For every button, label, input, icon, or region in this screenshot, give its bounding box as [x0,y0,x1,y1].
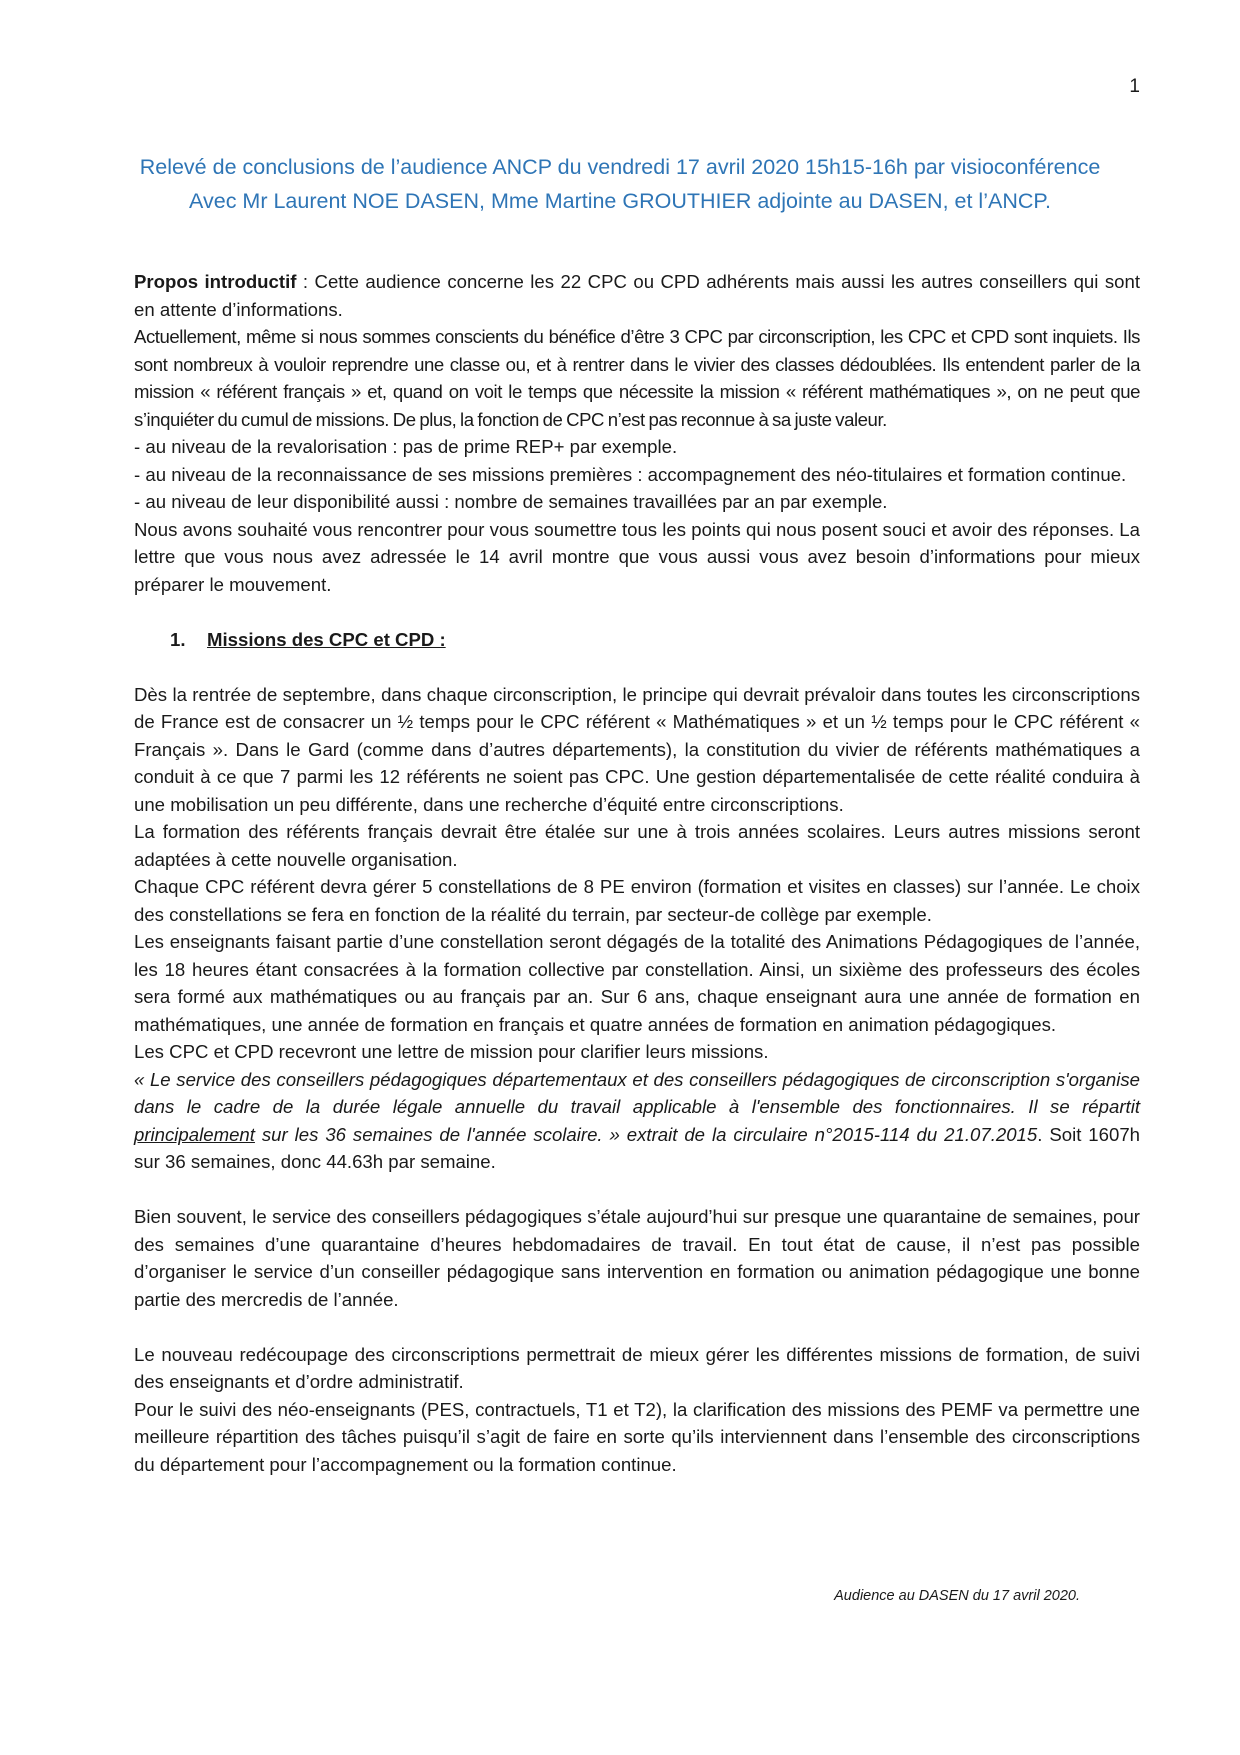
quote-tail: . Soit 1607h sur 36 semaines, donc 44.63h par semaine. [134,1123,1140,1172]
document-title [100,150,1140,218]
circulaire-quote [134,1066,1140,1176]
title-line-2: Avec Mr Laurent NOE DASEN, Mme Martine GROUTHIER adjointe au DASEN, et l’ANCP. [189,189,1051,213]
page-number: 1 [1129,76,1140,97]
intro-separator: : [296,271,315,292]
section-paragraph-service: Bien souvent, le service des conseillers pédagogiques s’étale aujourd’hui sur presque une quarantaine de semaines, pour des semaines d’une quarantaine d’heures hebdomadaires de travail. En tout état de cause, il n’est pas possible d’organiser le service d’un conseiller pédagogique sans intervention en formation ou animation pédagogique une bonne partie des mercredis de l’année. [134,1206,1140,1310]
section-paragraph-rentree: Dès la rentrée de septembre, dans chaque circonscription, le principe qui devrait prévaloir dans toutes les circonscriptions de France est de consacrer un ½ temps pour le CPC référent « Mathématiques » et un ½ temps pour le CPC référent « Français ». Dans le Gard (comme dans d’autres départements), la constitution du vivier de référents mathématiques a conduit à ce que 7 parmi les 12 référents ne soient pas CPC. Une gestion départementalisée de cette réalité conduira à une mobilisation un peu différente, dans une recherche d’équité entre circonscriptions. [134,683,1140,815]
intro-concerns-paragraph: Actuellement, même si nous sommes conscients du bénéfice d’être 3 CPC par circonscription, les CPC et CPD sont inquiets. Ils sont nombreux à vouloir reprendre une classe ou, et à rentrer dans le vivier des classes dédoublées. Ils entendent parler de la mission « référent français » et, quand on voit le temps que nécessite la mission « référent mathématiques », on ne peut que s’inquiéter du cumul de missions. De plus, la fonction de CPC n’est pas reconnue à sa juste valeur. [134,326,1140,430]
section-paragraph-enseignants: Les enseignants faisant partie d’une constellation seront dégagés de la totalité des Animations Pédagogiques de l’année, les 18 heures étant consacrées à la formation collective par constellation. Ainsi, un sixième des professeurs des écoles sera formé aux mathématiques ou au français par an. Sur 6 ans, chaque enseignant aura une année de formation en mathématiques, une année de formation en français et quatre années de formation en animation pédagogiques. [134,931,1140,1035]
title-line-1: Relevé de conclusions de l’audience ANCP du vendredi 17 avril 2020 15h15-16h par visioconférence [139,155,1101,179]
section-paragraph-neo-enseignants: Pour le suivi des néo-enseignants (PES, contractuels, T1 et T2), la clarification des missions des PEMF va permettre une meilleure répartition des tâches puisqu’il s’agit de faire en sorte qu’ils interviennent dans l’ensemble des circonscriptions du département pour l’accompagnement ou la formation continue. [134,1398,1140,1475]
intro-closing-paragraph: Nous avons souhaité vous rencontrer pour vous soumettre tous les points qui nous posent souci et avoir des réponses. La lettre que vous nous avez adressée le 14 avril montre que vous aussi vous avez besoin d’informations pour mieux préparer le mouvement. [134,518,1140,595]
quote-text-end: sur les 36 semaines de l'année scolaire. » extrait de la circulaire n°2015-114 du 21.07.2015 [254,1123,1038,1145]
intro-point-reconnaissance: - au niveau de la reconnaissance de ses missions premières : accompagnement des néo-titulaires et formation continue. [134,463,1127,485]
intro-point-disponibilite: - au niveau de leur disponibilité aussi : nombre de semaines travaillées par an par exemple. [134,491,888,512]
section-paragraph-constellations: Chaque CPC référent devra gérer 5 constellations de 8 PE environ (formation et visites en classes) sur l’année. Le choix des constellations se fera en fonction de la réalité du terrain, par secteur-de collège par exemple. [134,876,1140,925]
quote-text-start: « Le service des conseillers pédagogiques départementaux et des conseillers pédagogiques de circonscription s'organise dans le cadre de la durée légale annuelle du travail applicable à l'ensemble des fonctionnaires. Il se répartit [134,1068,1140,1117]
section-paragraph-lettre-mission: Les CPC et CPD recevront une lettre de mission pour clarifier leurs missions. [134,1041,769,1062]
section-heading [134,626,1140,654]
section-title: Missions des CPC et CPD : [207,628,446,650]
document-body [134,268,1140,1478]
intro-point-revalorisation: - au niveau de la revalorisation : pas de prime REP+ par exemple. [134,436,678,457]
section-number: 1. [170,628,186,650]
intro-text: Cette audience concerne les 22 CPC ou CPD adhérents mais aussi les autres conseillers qui sont en attente d’informations. [134,271,1141,320]
intro-paragraph [134,268,1140,323]
intro-label: Propos introductif [134,271,297,292]
page-footer: Audience au DASEN du 17 avril 2020. [834,1588,1080,1604]
quote-underlined-word: principalement [134,1123,255,1145]
section-paragraph-redecoupage: Le nouveau redécoupage des circonscriptions permettrait de mieux gérer les différentes missions de formation, de suivi des enseignants et d’ordre administratif. [134,1343,1140,1392]
section-paragraph-formation-referents: La formation des référents français devrait être étalée sur une à trois années scolaires. Leurs autres missions seront adaptées à cette nouvelle organisation. [134,821,1140,870]
